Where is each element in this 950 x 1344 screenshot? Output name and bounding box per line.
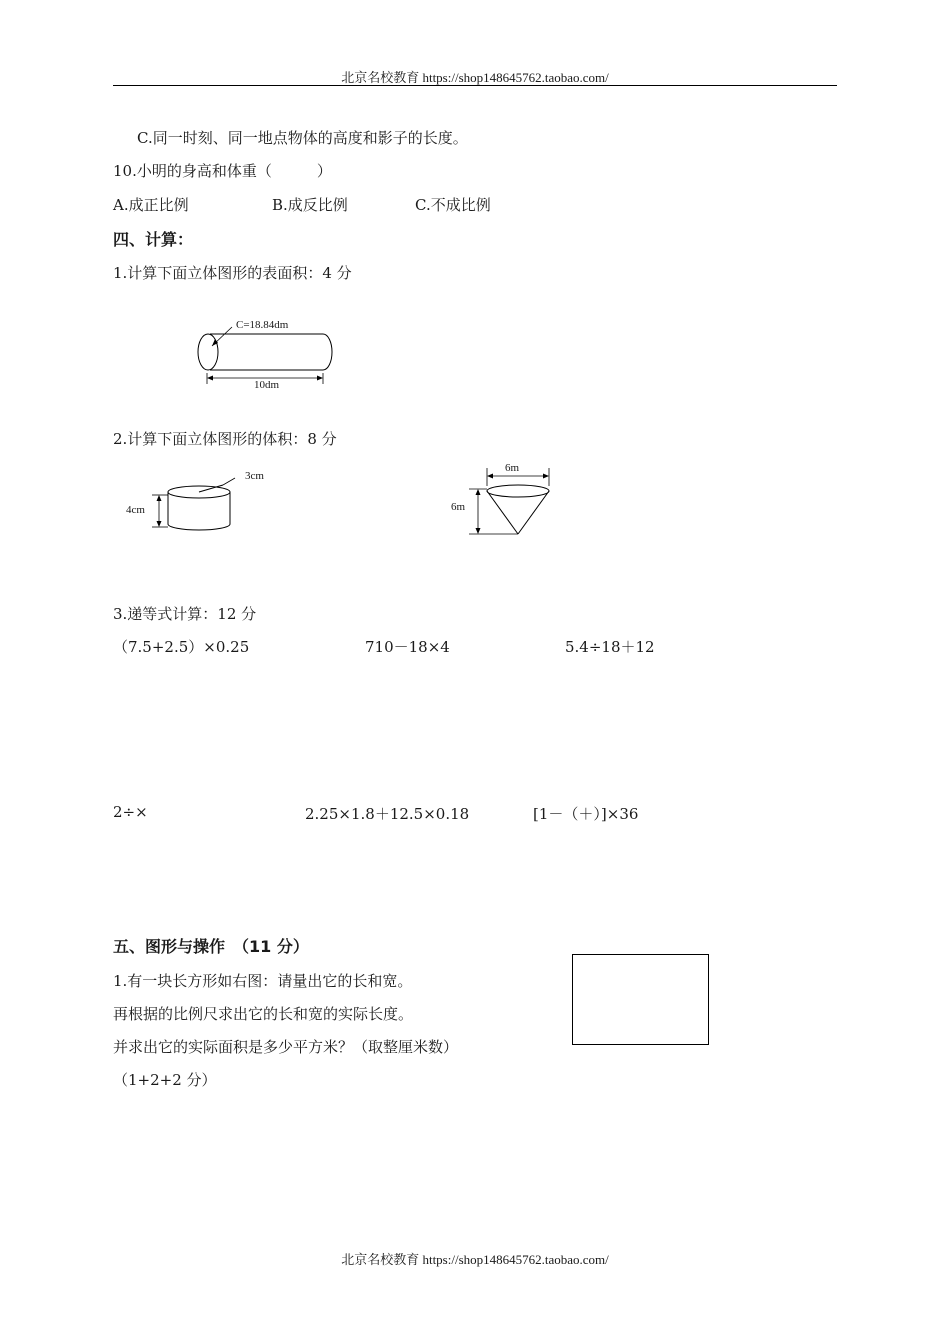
- calc-expression-5: 2.25×1.8＋12.5×0.18: [305, 805, 470, 823]
- cone-diameter-label: 6m: [505, 462, 520, 474]
- header-rule: [113, 85, 837, 86]
- q10-option-b: B.成反比例: [272, 196, 348, 214]
- calc-expression-2: 710－18×4: [365, 638, 450, 656]
- calc-expression-3: 5.4÷18＋12: [565, 638, 655, 656]
- circumference-label: C=18.84dm: [236, 319, 289, 331]
- calc-expression-4: 2÷×: [113, 803, 148, 821]
- q10-stem: 10.小明的身高和体重（ ）: [113, 162, 332, 180]
- q5-1-line-3: 并求出它的实际面积是多少平方米？（取整厘米数）: [113, 1038, 459, 1056]
- q5-1-line-1: 1.有一块长方形如右图：请量出它的长和宽。: [113, 972, 413, 990]
- cone-height-label: 6m: [451, 501, 466, 513]
- q10-option-a: A.成正比例: [113, 196, 189, 214]
- q5-1-line-4: （1+2+2 分）: [113, 1071, 217, 1089]
- calc-expression-6: [1－（＋）]×36: [533, 805, 639, 823]
- section-4-title: 四、计算：: [113, 230, 194, 249]
- section-5-title: 五、图形与操作 （11 分）: [113, 937, 309, 956]
- q4-3-text: 3.递等式计算：12 分: [113, 605, 257, 623]
- measurement-rectangle: [572, 954, 709, 1045]
- page-footer: 北京名校教育 https://shop148645762.taobao.com/: [341, 1252, 609, 1267]
- calc-expression-1: （7.5+2.5）×0.25: [113, 638, 250, 656]
- cylinder-height-label: 4cm: [126, 504, 145, 516]
- q5-1-line-2: 再根据的比例尺求出它的长和宽的实际长度。: [113, 1005, 414, 1023]
- q10-option-c: C.不成比例: [415, 196, 491, 214]
- cylinder-radius-label: 3cm: [245, 470, 264, 482]
- q4-2-text: 2.计算下面立体图形的体积：8 分: [113, 430, 337, 448]
- length-label: 10dm: [254, 379, 280, 391]
- q4-1-text: 1.计算下面立体图形的表面积：4 分: [113, 264, 352, 282]
- q9-option-c: C.同一时刻、同一地点物体的高度和影子的长度。: [137, 129, 468, 147]
- page-header: 北京名校教育 https://shop148645762.taobao.com/: [341, 70, 609, 85]
